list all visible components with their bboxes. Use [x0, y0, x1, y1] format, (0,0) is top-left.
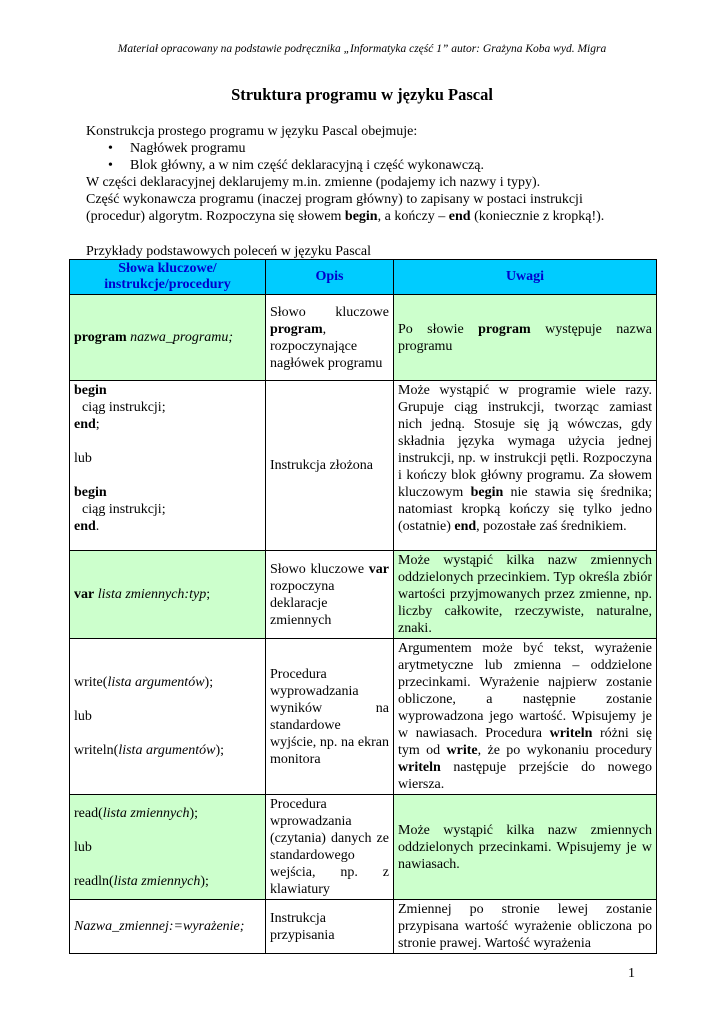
- intro-exec-line-2: [86, 208, 656, 225]
- code-text: );: [215, 743, 224, 758]
- argument-text: lista argumentów: [118, 743, 216, 758]
- keyword-program: program: [74, 330, 127, 345]
- text-run: następuje przejście do nowego wiersza.: [398, 760, 652, 792]
- bullet-icon: •: [108, 141, 113, 156]
- text-run: (procedur) algorytm. Rozpoczyna się słowem: [86, 209, 345, 224]
- keyword-begin: begin: [74, 383, 107, 398]
- cell-description: Instrukcja przypisania: [266, 900, 394, 954]
- header-notes: Uwagi: [394, 260, 657, 295]
- punctuation: .: [95, 519, 100, 534]
- text-run: , że po wykonaniu procedury: [477, 743, 652, 758]
- text-run: różni się tym od: [398, 726, 652, 758]
- keyword-program: program: [270, 321, 323, 337]
- table-row: [70, 639, 657, 795]
- table-row: [70, 900, 657, 954]
- cell-keyword: [70, 795, 266, 900]
- code-text: write(: [74, 675, 108, 690]
- cell-keyword: [70, 900, 266, 954]
- examples-caption: Przykłady podstawowych poleceń w języku Pascal: [86, 244, 371, 259]
- text-run: Argumentem może być tekst, wyrażenie arytmetyczne lub zmienna – oddzielone przecinkami. Wyrażenie najpierw zostanie obliczone, a następnie zostanie wyprowadzona jego wartość. Wpisujemy je w nawiasach. Procedura: [398, 641, 652, 741]
- keyword-begin: begin: [470, 485, 504, 500]
- document-header-note: Materiał opracowany na podstawie podręcznika „Informatyka część 1” autor: Grażyna Koba wyd. Migra: [117, 43, 607, 55]
- text-run: , a kończy –: [377, 209, 449, 224]
- code-body: ciąg instrukcji;: [82, 502, 166, 517]
- commands-table: [69, 259, 657, 954]
- keyword-end: end: [448, 209, 471, 224]
- code-body: ciąg instrukcji;: [82, 400, 166, 415]
- document-title: Struktura programu w języku Pascal: [231, 85, 493, 104]
- table-row: [70, 381, 657, 551]
- bullet-icon: •: [108, 158, 113, 173]
- page-number: 1: [628, 966, 635, 981]
- cell-description: Procedura wyprowadzania wyników na standardowe wyjście, np. na ekran monitora: [266, 639, 394, 795]
- text-run: , pozostałe zaś średnikiem.: [476, 519, 627, 534]
- cell-description: Instrukcja złożona: [266, 381, 394, 551]
- keyword-var: var: [368, 561, 389, 577]
- text-run: występuje nazwa programu: [398, 321, 652, 354]
- keyword-var: var: [74, 587, 95, 602]
- keyword-writeln: writeln: [549, 726, 593, 741]
- table-header-row: [70, 260, 657, 295]
- keyword-writeln: writeln: [398, 760, 441, 775]
- code-text: read(: [74, 805, 103, 821]
- cell-notes: Może wystąpić kilka nazw zmiennych oddzielonych przecinkami. Wpisujemy je w nawiasach.: [394, 795, 657, 900]
- intro-lead: Konstrukcja prostego programu w języku Pascal obejmuje:: [86, 124, 418, 139]
- cell-notes: [394, 295, 657, 381]
- intro-section: [86, 123, 656, 225]
- text-run: Po słowie: [398, 321, 479, 337]
- cell-notes: [394, 381, 657, 551]
- code-text: );: [200, 873, 209, 889]
- cell-keyword: [70, 551, 266, 639]
- cell-description: Procedura wprowadzania (czytania) danych ze standardowego wejścia, np. z klawiatury: [266, 795, 394, 900]
- table-row: [70, 295, 657, 381]
- text-run: Może wystąpić w programie wiele razy. Grupuje ciąg instrukcji, tworząc zamiast nich jedną. Stosuje się ją wówczas, gdy składnia języka wymaga użycia jednej instrukcji, np. w instrukcji pętli. Rozpoczyna i kończy blok główny programu. Za słowem kluczowym: [398, 383, 652, 500]
- intro-bullet-text: Nagłówek programu: [130, 141, 246, 156]
- cell-keyword: [70, 381, 266, 551]
- intro-declaration-line: W części deklaracyjnej deklarujemy m.in. zmienne (podajemy ich nazwy i typy).: [86, 175, 541, 190]
- code-text: );: [189, 805, 199, 821]
- cell-notes: Może wystąpić kilka nazw zmiennych oddzielonych przecinkiem. Typ określa zbiór wartości przyjmowanych przez zmienne, np. liczby całkowite, rzeczywiste, naturalne, znaki.: [394, 551, 657, 639]
- punctuation: ;: [95, 417, 100, 432]
- cell-description: [266, 551, 394, 639]
- argument-text: lista zmiennych: [102, 805, 190, 821]
- keyword-end: end: [74, 417, 96, 432]
- keyword-program: program: [478, 321, 531, 337]
- alternative-label: lub: [74, 839, 92, 855]
- intro-bullet-text: Blok główny, a w nim część deklaracyjną i część wykonawczą.: [130, 158, 485, 173]
- keyword-end: end: [74, 519, 96, 534]
- text-run: nie stawia się średnika; natomiast kropką kończy się tylko jedno (ostatnie): [398, 485, 652, 534]
- argument-text: nazwa_programu;: [126, 330, 234, 345]
- text-run: rozpoczyna deklaracje zmiennych: [270, 578, 335, 628]
- argument-text: lista zmiennych:typ: [94, 587, 207, 602]
- argument-text: lista zmiennych: [113, 873, 201, 889]
- keyword-begin: begin: [74, 485, 107, 500]
- text-run: (koniecznie z kropką!).: [470, 209, 605, 224]
- text-run: , rozpoczynające nagłówek programu: [270, 321, 383, 371]
- text-run: Słowo kluczowe: [270, 304, 389, 320]
- cell-keyword: [70, 295, 266, 381]
- intro-bullet-list: [86, 140, 656, 174]
- intro-bullet-item: [86, 157, 656, 174]
- cell-notes: [394, 639, 657, 795]
- cell-description: [266, 295, 394, 381]
- intro-bullet-item: [86, 140, 656, 157]
- intro-exec-line-1: Część wykonawcza programu (inaczej program główny) to zapisany w postaci instrukcji: [86, 192, 583, 207]
- keyword-write: write: [446, 743, 478, 758]
- code-text: );: [204, 675, 214, 690]
- punctuation: ;: [206, 587, 211, 602]
- header-keywords: Słowa kluczowe/ instrukcje/procedury: [70, 260, 266, 295]
- code-text: readln(: [74, 873, 114, 889]
- text-run: Słowo kluczowe: [270, 561, 369, 577]
- alternative-label: lub: [74, 451, 92, 466]
- keyword-end: end: [454, 519, 477, 534]
- cell-notes: Zmiennej po stronie lewej zostanie przypisana wartość wyrażenie obliczona po stronie prawej. Wartość wyrażenia: [394, 900, 657, 954]
- argument-text: lista argumentów: [107, 675, 205, 690]
- table-row: [70, 551, 657, 639]
- alternative-label: lub: [74, 709, 92, 724]
- assignment-syntax: Nazwa_zmiennej:=wyrażenie;: [74, 919, 245, 934]
- cell-keyword: [70, 639, 266, 795]
- keyword-begin: begin: [344, 209, 378, 224]
- header-description: Opis: [266, 260, 394, 295]
- table-row: [70, 795, 657, 900]
- code-text: writeln(: [74, 743, 119, 758]
